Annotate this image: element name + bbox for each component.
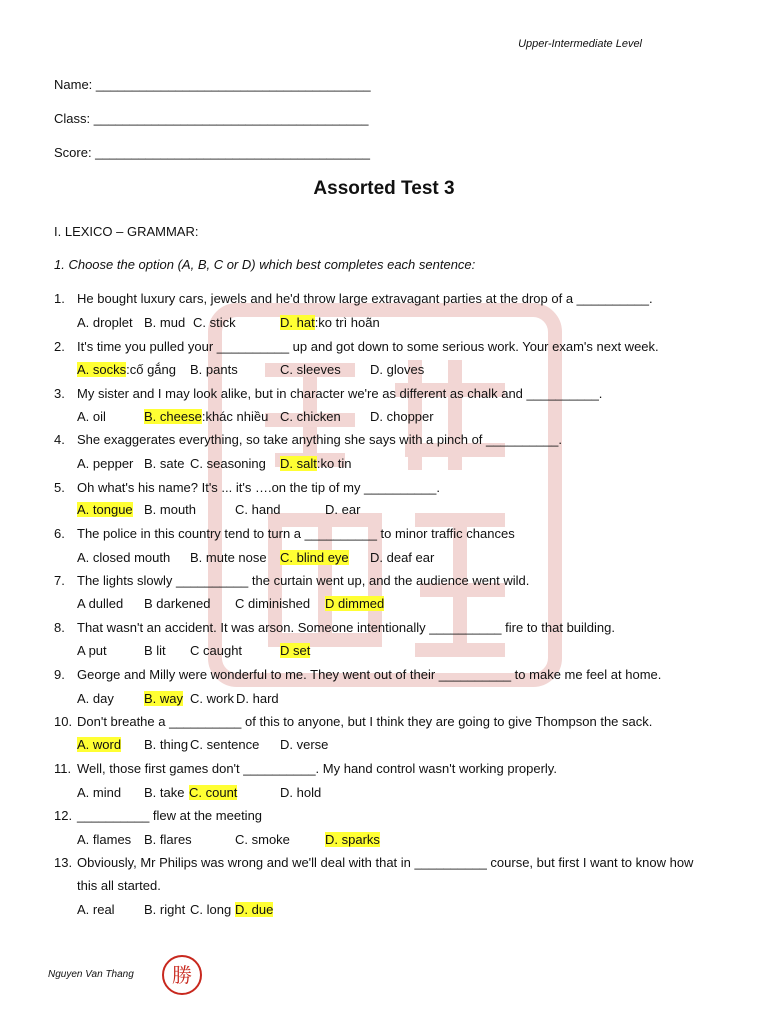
answer-note: :cố gắng bbox=[126, 362, 176, 377]
option-b-answer[interactable]: B. cheese bbox=[144, 409, 202, 424]
option-d[interactable]: D. deaf ear bbox=[370, 550, 435, 565]
question-text: The lights slowly __________ the curtain went up, and the audience went wild. bbox=[77, 573, 530, 588]
question-number: 4. bbox=[54, 432, 65, 447]
option-a[interactable]: A. droplet bbox=[77, 315, 133, 330]
option-b-answer[interactable]: B. way bbox=[144, 691, 184, 706]
class-field[interactable]: Class: ______________________________________ bbox=[54, 111, 369, 126]
question-text: She exaggerates everything, so take anything she says with a pinch of __________. bbox=[77, 432, 562, 447]
instruction: 1. Choose the option (A, B, C or D) which best completes each sentence: bbox=[54, 257, 476, 272]
question-text: Don't breathe a __________ of this to anyone, but I think they are going to give Thompson the sack. bbox=[77, 714, 653, 729]
question-number: 9. bbox=[54, 667, 65, 682]
option-a[interactable]: A dulled bbox=[77, 596, 124, 611]
option-d-answer[interactable]: D set bbox=[280, 643, 311, 658]
option-c[interactable]: C diminished bbox=[235, 596, 311, 611]
question-number: 2. bbox=[54, 339, 65, 354]
question-number: 3. bbox=[54, 386, 65, 401]
option-b[interactable]: B. pants bbox=[190, 362, 238, 377]
question-number: 5. bbox=[54, 480, 65, 495]
option-c[interactable]: C. chicken bbox=[280, 409, 341, 424]
option-c[interactable]: C. seasoning bbox=[190, 456, 266, 471]
question-number: 12. bbox=[54, 808, 73, 823]
answer-note: :ko tin bbox=[316, 456, 352, 471]
question-number: 7. bbox=[54, 573, 65, 588]
question-number: 11. bbox=[54, 761, 72, 776]
option-b[interactable]: B. thing bbox=[144, 737, 189, 752]
question-number: 8. bbox=[54, 620, 65, 635]
option-c[interactable]: C. sentence bbox=[190, 737, 260, 752]
option-a[interactable]: A put bbox=[77, 643, 107, 658]
question-text: It's time you pulled your __________ up and got down to some serious work. Your exam's next week. bbox=[77, 339, 659, 354]
option-b[interactable]: B darkened bbox=[144, 596, 211, 611]
option-d-answer[interactable]: D. due bbox=[235, 902, 274, 917]
option-d-answer[interactable]: D dimmed bbox=[325, 596, 385, 611]
option-b[interactable]: B. right bbox=[144, 902, 186, 917]
option-b[interactable]: B. mud bbox=[144, 315, 186, 330]
question-number: 1. bbox=[54, 291, 65, 306]
option-d[interactable]: D. gloves bbox=[370, 362, 425, 377]
option-d[interactable]: D. hold bbox=[280, 785, 322, 800]
author-name: Nguyen Van Thang bbox=[48, 969, 134, 980]
section-heading: I. LEXICO – GRAMMAR: bbox=[54, 224, 199, 239]
option-c[interactable]: C. smoke bbox=[235, 832, 290, 847]
option-a[interactable]: A. oil bbox=[77, 409, 106, 424]
option-a[interactable]: A. pepper bbox=[77, 456, 134, 471]
name-field[interactable]: Name: ______________________________________ bbox=[54, 77, 371, 92]
test-title: Assorted Test 3 bbox=[313, 178, 455, 199]
level-label: Upper-Intermediate Level bbox=[518, 38, 642, 50]
option-a[interactable]: A. day bbox=[77, 691, 114, 706]
option-d-answer[interactable]: D. sparks bbox=[325, 832, 380, 847]
option-c[interactable]: C. work bbox=[190, 691, 235, 706]
question-text: He bought luxury cars, jewels and he'd throw large extravagant parties at the drop of a __________. bbox=[77, 291, 653, 306]
option-d[interactable]: D. verse bbox=[280, 737, 329, 752]
option-a[interactable]: A. real bbox=[77, 902, 115, 917]
option-c[interactable]: C. hand bbox=[235, 502, 281, 517]
option-a[interactable]: A. flames bbox=[77, 832, 132, 847]
question-number: 13. bbox=[54, 855, 73, 870]
option-c[interactable]: C caught bbox=[190, 643, 243, 658]
option-d-answer[interactable]: D. salt bbox=[280, 456, 317, 471]
option-d[interactable]: D. chopper bbox=[370, 409, 434, 424]
question-text: The police in this country tend to turn a __________ to minor traffic chances bbox=[77, 526, 515, 541]
answer-note: :khác nhiều bbox=[201, 409, 269, 424]
option-c[interactable]: C. sleeves bbox=[280, 362, 341, 377]
option-b[interactable]: B. mouth bbox=[144, 502, 197, 517]
option-b[interactable]: B. flares bbox=[144, 832, 192, 847]
question-text: Oh what's his name? It's ... it's ….on the tip of my __________. bbox=[77, 480, 440, 495]
option-c[interactable]: C. stick bbox=[193, 315, 236, 330]
option-a-answer[interactable]: A. word bbox=[77, 737, 122, 752]
question-number: 6. bbox=[54, 526, 65, 541]
option-d-answer[interactable]: D. hat bbox=[280, 315, 315, 330]
option-d[interactable]: D. hard bbox=[236, 691, 279, 706]
option-a-answer[interactable]: A. socks bbox=[77, 362, 127, 377]
question-text: My sister and I may look alike, but in character we're as different as chalk and __________. bbox=[77, 386, 603, 401]
option-c-answer[interactable]: C. blind eye bbox=[280, 550, 349, 565]
question-number: 10. bbox=[54, 714, 73, 729]
option-c[interactable]: C. long bbox=[190, 902, 232, 917]
option-a[interactable]: A. closed mouth bbox=[77, 550, 171, 565]
question-text: __________ flew at the meeting bbox=[77, 808, 263, 823]
option-d[interactable]: D. ear bbox=[325, 502, 361, 517]
option-a-answer[interactable]: A. tongue bbox=[77, 502, 133, 517]
question-text: Obviously, Mr Philips was wrong and we'll deal with that in __________ course, but first I want to know how bbox=[77, 855, 694, 870]
seal-icon: 勝 bbox=[162, 955, 202, 995]
question-text: George and Milly were wonderful to me. They went out of their __________ to make me feel at home. bbox=[77, 667, 662, 682]
question-text-continued: this all started. bbox=[77, 878, 161, 893]
answer-note: :ko trì hoãn bbox=[314, 315, 380, 330]
question-text: Well, those first games don't __________. My hand control wasn't working properly. bbox=[77, 761, 557, 776]
option-c-answer[interactable]: C. count bbox=[189, 785, 238, 800]
option-a[interactable]: A. mind bbox=[77, 785, 122, 800]
option-b[interactable]: B. mute nose bbox=[190, 550, 267, 565]
question-text: That wasn't an accident. It was arson. Someone intentionally __________ fire to that building. bbox=[77, 620, 615, 635]
score-field[interactable]: Score: ______________________________________ bbox=[54, 145, 370, 160]
option-b[interactable]: B lit bbox=[144, 643, 166, 658]
option-b[interactable]: B. take bbox=[144, 785, 185, 800]
option-b[interactable]: B. sate bbox=[144, 456, 185, 471]
